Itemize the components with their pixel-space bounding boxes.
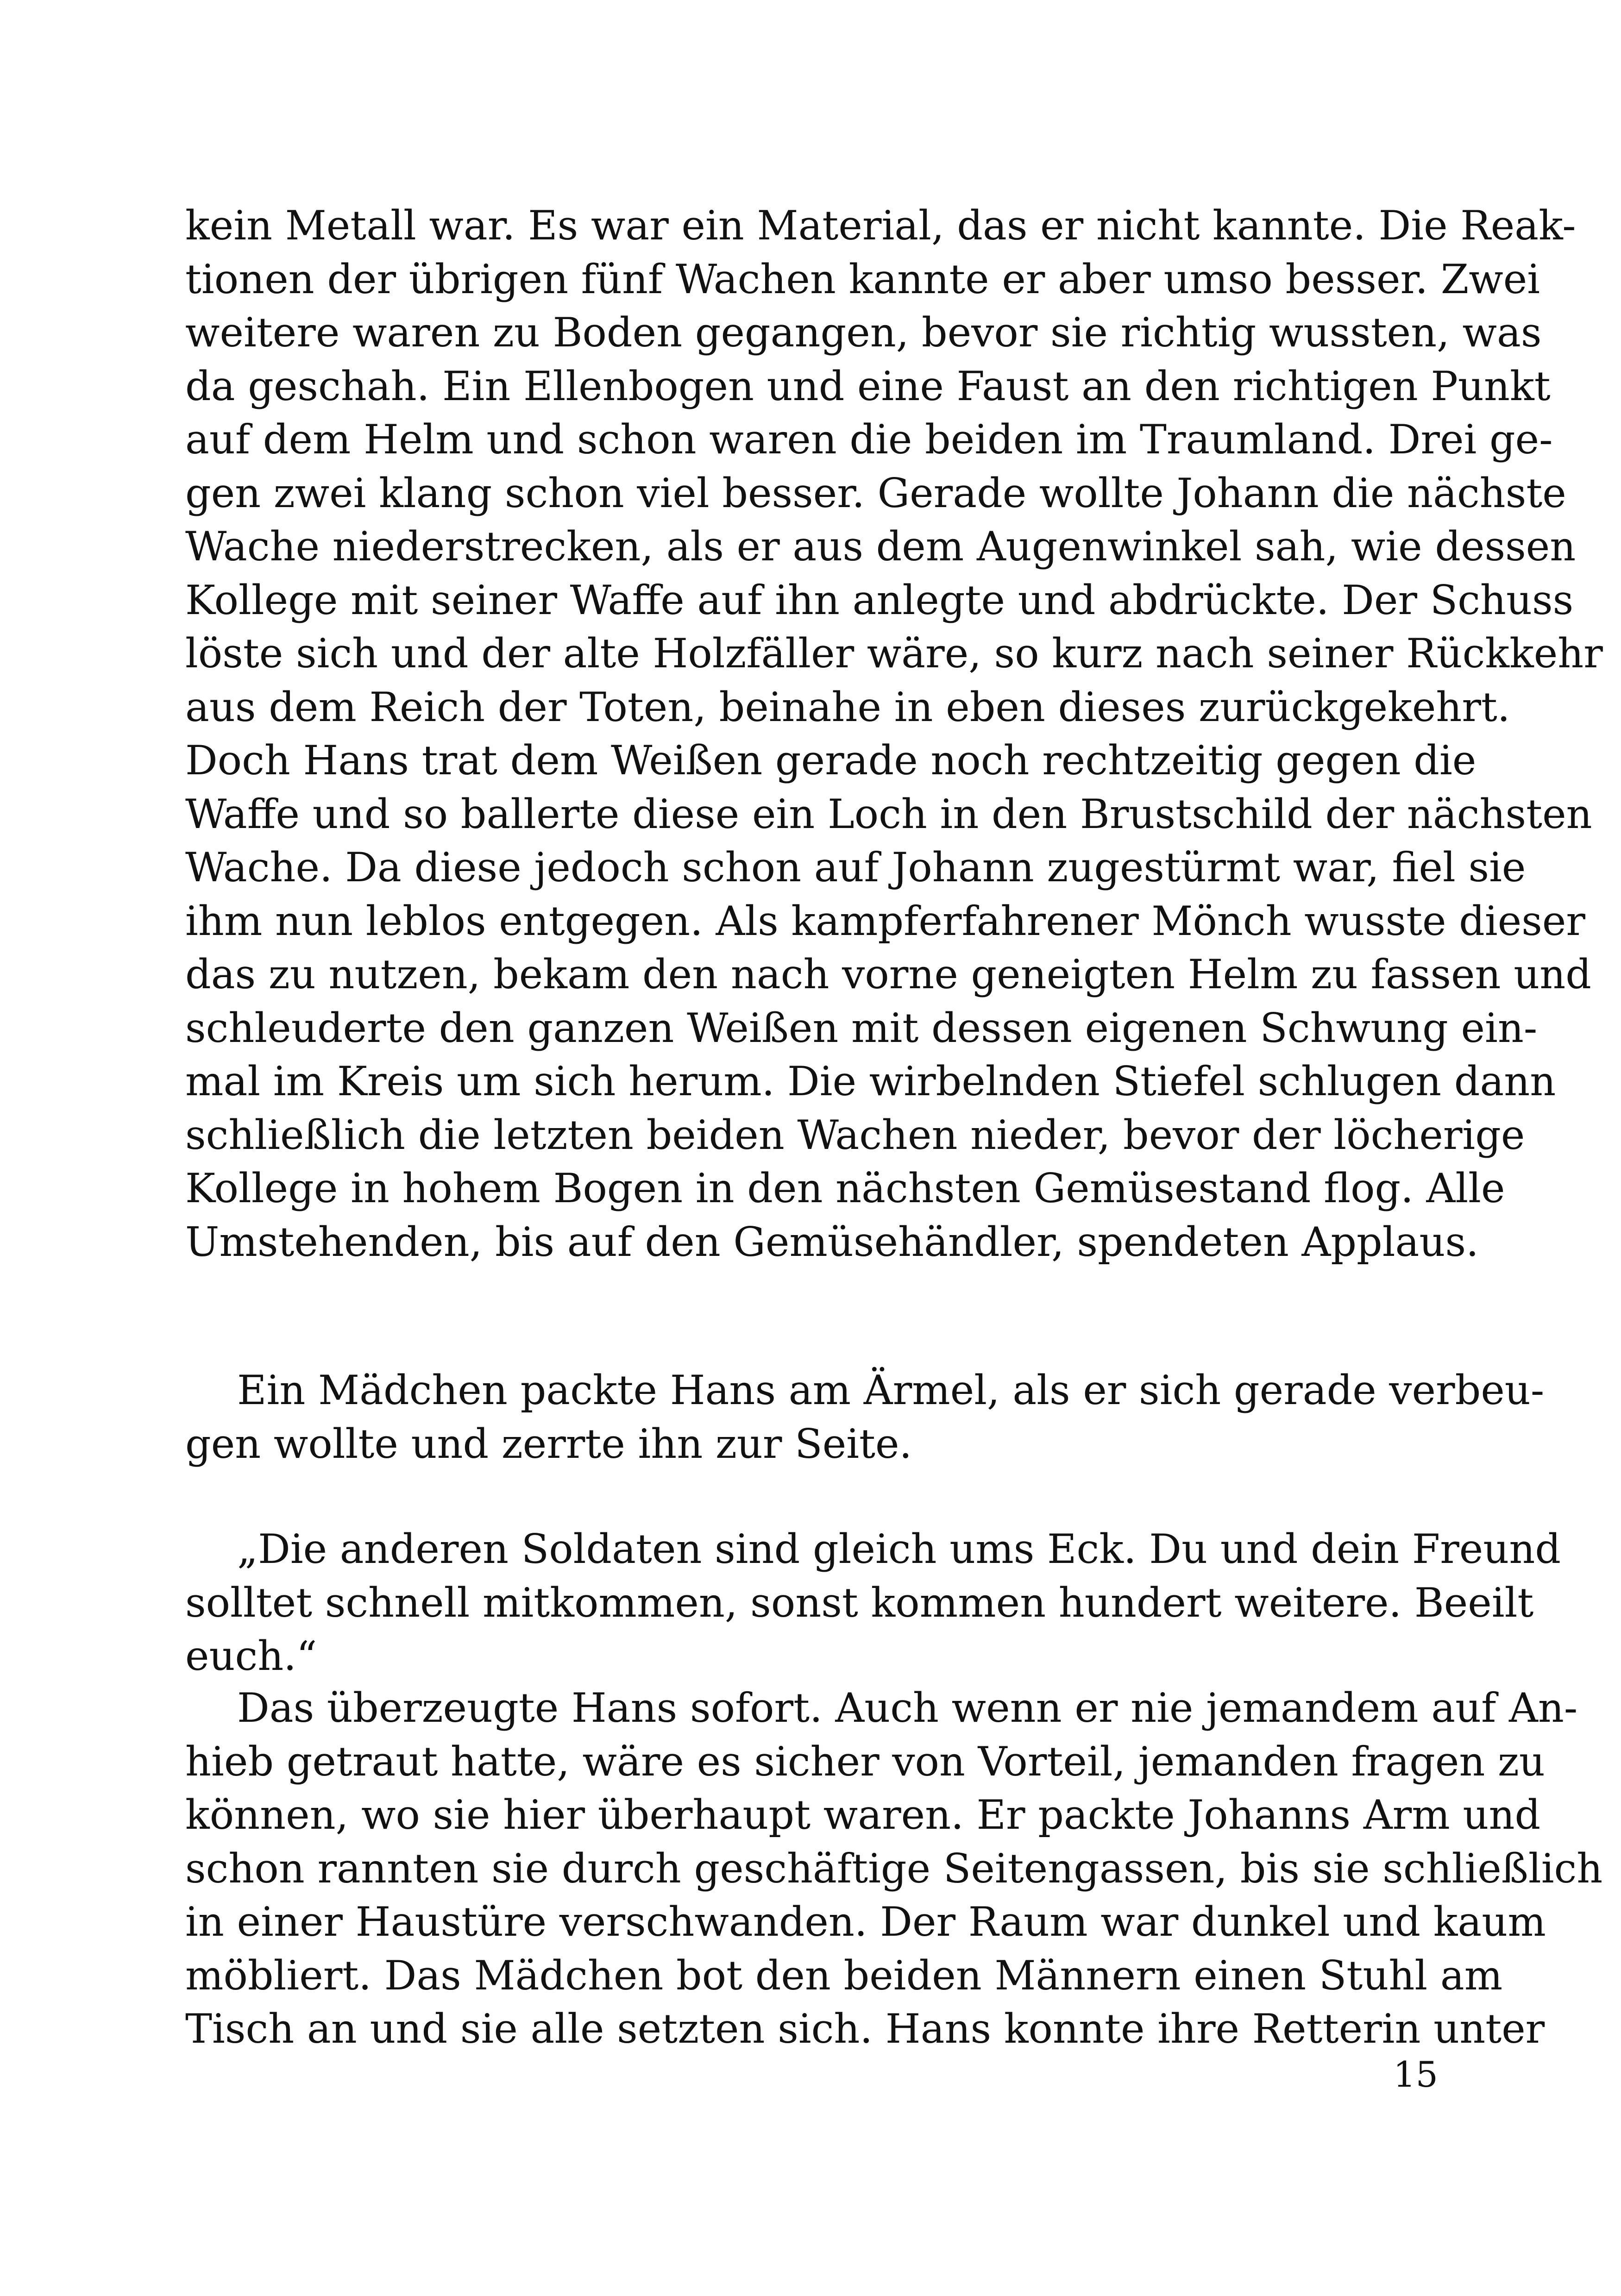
- text-line: Das überzeugte Hans sofort. Auch wenn er nie jemandem auf An-: [237, 1684, 1578, 1731]
- text-line: aus dem Reich der Toten, beinahe in eben dieses zurückgekehrt.: [185, 683, 1510, 731]
- text-line: „Die anderen Soldaten sind gleich ums Eck. Du und dein Freund: [237, 1525, 1561, 1573]
- text-line: Kollege in hohem Bogen in den nächsten Gemüsestand flog. Alle: [185, 1165, 1505, 1212]
- text-line: tionen der übrigen fünf Wachen kannte er aber umso besser. Zwei: [185, 255, 1540, 303]
- text-line: gen zwei klang schon viel besser. Gerade wollte Johann die nächste: [185, 469, 1566, 517]
- text-line: schleuderte den ganzen Weißen mit dessen eigenen Schwung ein-: [185, 1004, 1538, 1052]
- paragraph-4: [185, 1681, 1603, 2056]
- text-line: Waffe und so ballerte diese ein Loch in den Brustschild der nächsten: [185, 790, 1592, 838]
- paragraph-2: [185, 1364, 1545, 1471]
- text-line: kein Metall war. Es war ein Material, das er nicht kannte. Die Reak-: [185, 202, 1576, 249]
- text-line: mal im Kreis um sich herum. Die wirbelnden Stiefel schlugen dann: [185, 1058, 1556, 1105]
- page-number: 15: [1393, 2054, 1438, 2095]
- text-line: euch.“: [185, 1632, 317, 1680]
- text-line: in einer Haustüre verschwanden. Der Raum war dunkel und kaum: [185, 1898, 1546, 1945]
- text-line: hieb getraut hatte, wäre es sicher von Vorteil, jemanden fragen zu: [185, 1738, 1545, 1785]
- paragraph-3: [185, 1523, 1561, 1683]
- text-line: da geschah. Ein Ellenbogen und eine Faust an den richtigen Punkt: [185, 362, 1551, 410]
- text-line: Kollege mit seiner Waffe auf ihn anlegte und abdrückte. Der Schuss: [185, 576, 1574, 624]
- text-line: solltet schnell mitkommen, sonst kommen hundert weitere. Beeilt: [185, 1579, 1534, 1626]
- text-line: Wache niederstrecken, als er aus dem Augenwinkel sah, wie dessen: [185, 523, 1576, 570]
- text-line: Ein Mädchen packte Hans am Ärmel, als er sich gerade verbeu-: [237, 1367, 1545, 1414]
- text-line: ihm nun leblos entgegen. Als kampferfahrener Mönch wusste dieser: [185, 897, 1585, 945]
- text-line: weitere waren zu Boden gegangen, bevor sie richtig wussten, was: [185, 309, 1542, 356]
- text-line: auf dem Helm und schon waren die beiden im Traumland. Drei ge-: [185, 416, 1553, 463]
- text-line: Doch Hans trat dem Weißen gerade noch rechtzeitig gegen die: [185, 737, 1476, 784]
- paragraph-1: [185, 199, 1603, 1269]
- text-line: Tisch an und sie alle setzten sich. Hans konnte ihre Retterin unter: [185, 2005, 1545, 2052]
- text-line: können, wo sie hier überhaupt waren. Er packte Johanns Arm und: [185, 1791, 1541, 1838]
- text-line: schließlich die letzten beiden Wachen nieder, bevor der löcherige: [185, 1111, 1525, 1159]
- text-line: löste sich und der alte Holzfäller wäre, so kurz nach seiner Rückkehr: [185, 630, 1603, 677]
- text-line: schon rannten sie durch geschäftige Seitengassen, bis sie schließlich: [185, 1844, 1603, 1892]
- text-line: das zu nutzen, bekam den nach vorne geneigten Helm zu fassen und: [185, 951, 1591, 998]
- text-line: Wache. Da diese jedoch schon auf Johann zugestürmt war, fiel sie: [185, 844, 1526, 891]
- text-line: Umstehenden, bis auf den Gemüsehändler, spendeten Applaus.: [185, 1218, 1479, 1266]
- text-line: gen wollte und zerrte ihn zur Seite.: [185, 1420, 912, 1468]
- text-line: möbliert. Das Mädchen bot den beiden Männern einen Stuhl am: [185, 1951, 1503, 1999]
